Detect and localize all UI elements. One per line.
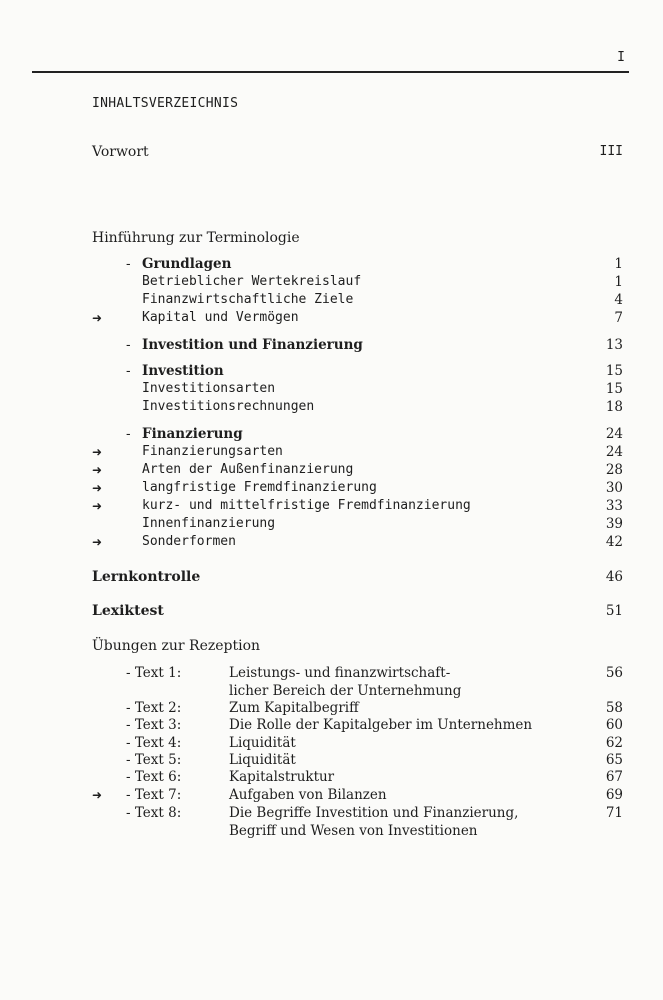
toc-text-page: 71: [605, 805, 623, 821]
toc-entry-lexiktest: [0, 602, 663, 620]
toc-entry-finanzierung: [0, 425, 663, 443]
toc-entry-grundlagen: [0, 255, 663, 273]
toc-text-row: [0, 822, 663, 840]
toc-text-title: Liquidität: [229, 735, 296, 751]
toc-section-hinfuehrung: [0, 229, 663, 247]
toc-text-title: licher Bereich der Unternehmung: [229, 683, 462, 699]
toc-entry-ziele: [0, 291, 663, 309]
toc-entry-label: Investitionsrechnungen: [142, 399, 315, 414]
toc-entry-page: 28: [605, 462, 623, 478]
toc-text-row: [0, 716, 663, 734]
toc-entry-wertekreislauf: [0, 273, 663, 291]
toc-entry-sonder: [0, 533, 663, 551]
toc-entry-page: 46: [605, 569, 623, 585]
toc-entry-label: Grundlagen: [142, 256, 232, 272]
toc-text-row: [0, 699, 663, 717]
toc-title: INHALTSVERZEICHNIS: [92, 96, 239, 111]
toc-section-label: Übungen zur Rezeption: [92, 638, 261, 654]
toc-entry-page: 1: [614, 274, 623, 290]
toc-text-title: Liquidität: [229, 752, 296, 768]
toc-text-title: Aufgaben von Bilanzen: [229, 787, 387, 803]
toc-text-row: [0, 786, 663, 804]
toc-text-number: - Text 5:: [126, 752, 182, 768]
toc-entry-label: langfristige Fremdfinanzierung: [142, 480, 377, 495]
toc-dash: -: [126, 337, 131, 353]
toc-section-label: Hinführung zur Terminologie: [92, 230, 300, 246]
toc-entry-label: Finanzierungsarten: [142, 444, 283, 459]
toc-dash: -: [126, 426, 131, 442]
toc-entry-page: 33: [605, 498, 623, 514]
toc-entry-page: 24: [605, 444, 623, 460]
toc-text-number: - Text 7:: [126, 787, 182, 803]
toc-entry-label: Kapital und Vermögen: [142, 310, 299, 325]
toc-entry-page: 18: [605, 399, 623, 415]
toc-entry-page: 1: [614, 256, 623, 272]
toc-text-number: - Text 6:: [126, 769, 182, 785]
toc-text-number: - Text 1:: [126, 665, 182, 681]
toc-dash: -: [126, 256, 131, 272]
toc-entry-label: Investitionsarten: [142, 381, 276, 396]
toc-entry-page: 30: [605, 480, 623, 496]
toc-text-number: - Text 3:: [126, 717, 182, 733]
toc-text-title: Begriff und Wesen von Investitionen: [229, 823, 478, 839]
arrow-right-icon: ➜: [92, 788, 103, 802]
toc-entry-aussen: [0, 461, 663, 479]
toc-entry-fin-arten: [0, 443, 663, 461]
toc-entry-page: 39: [605, 516, 623, 532]
toc-text-title: Die Begriffe Investition und Finanzierung,: [229, 805, 519, 821]
toc-entry-page: 42: [605, 534, 623, 550]
arrow-right-icon: ➜: [92, 499, 103, 513]
toc-text-page: 56: [605, 665, 623, 681]
toc-text-title: Die Rolle der Kapitalgeber im Unternehmen: [229, 717, 533, 733]
toc-entry-vorwort: [0, 143, 663, 161]
toc-text-row: [0, 768, 663, 786]
toc-text-row: [0, 804, 663, 822]
toc-entry-inv-arten: [0, 380, 663, 398]
toc-text-title: Leistungs- und finanzwirtschaft-: [229, 665, 451, 681]
toc-dash: -: [126, 363, 131, 379]
toc-entry-inv-fin: [0, 336, 663, 354]
toc-entry-label: Vorwort: [92, 144, 149, 160]
toc-text-number: - Text 2:: [126, 700, 182, 716]
toc-text-row: [0, 751, 663, 769]
toc-text-title: Kapitalstruktur: [229, 769, 335, 785]
toc-text-page: 67: [605, 769, 623, 785]
toc-entry-page: 4: [614, 292, 623, 308]
toc-entry-label: Finanzwirtschaftliche Ziele: [142, 292, 354, 307]
toc-entry-label: Innenfinanzierung: [142, 516, 276, 531]
toc-entry-lernkontrolle: [0, 568, 663, 586]
arrow-right-icon: ➜: [92, 463, 103, 477]
toc-entry-page: 15: [605, 381, 623, 397]
toc-entry-page: 51: [605, 603, 623, 619]
toc-text-page: 58: [605, 700, 623, 716]
arrow-right-icon: ➜: [92, 311, 103, 325]
toc-entry-page: 13: [605, 337, 623, 353]
toc-text-page: 69: [605, 787, 623, 803]
toc-text-title: Zum Kapitalbegriff: [229, 700, 359, 716]
arrow-right-icon: ➜: [92, 535, 103, 549]
toc-entry-label: Finanzierung: [142, 426, 243, 442]
toc-text-number: - Text 4:: [126, 735, 182, 751]
toc-entry-label: Investition und Finanzierung: [142, 337, 363, 353]
toc-entry-page: III: [599, 144, 623, 159]
page-number: I: [617, 50, 625, 65]
toc-entry-kurz: [0, 497, 663, 515]
toc-entry-page: 15: [605, 363, 623, 379]
toc-text-page: 62: [605, 735, 623, 751]
toc-text-row: [0, 682, 663, 700]
toc-text-page: 60: [605, 717, 623, 733]
toc-text-row: [0, 734, 663, 752]
toc-section-uebungen: [0, 637, 663, 655]
toc-entry-kapital: [0, 309, 663, 327]
arrow-right-icon: ➜: [92, 481, 103, 495]
toc-entry-label: kurz- und mittelfristige Fremdfinanzierung: [142, 498, 471, 513]
toc-entry-label: Lexiktest: [92, 603, 164, 619]
toc-text-page: 65: [605, 752, 623, 768]
toc-entry-label: Betrieblicher Wertekreislauf: [142, 274, 362, 289]
toc-text-row: [0, 664, 663, 682]
toc-entry-page: 24: [605, 426, 623, 442]
toc-text-number: - Text 8:: [126, 805, 182, 821]
toc-title-row: [0, 95, 663, 113]
toc-entry-label: Lernkontrolle: [92, 569, 201, 585]
toc-entry-page: 7: [614, 310, 623, 326]
toc-entry-label: Investition: [142, 363, 224, 379]
toc-entry-investition: [0, 362, 663, 380]
toc-entry-inv-rech: [0, 398, 663, 416]
toc-entry-label: Arten der Außenfinanzierung: [142, 462, 354, 477]
arrow-right-icon: ➜: [92, 445, 103, 459]
toc-entry-langfristig: [0, 479, 663, 497]
toc-entry-label: Sonderformen: [142, 534, 236, 549]
toc-entry-innen: [0, 515, 663, 533]
